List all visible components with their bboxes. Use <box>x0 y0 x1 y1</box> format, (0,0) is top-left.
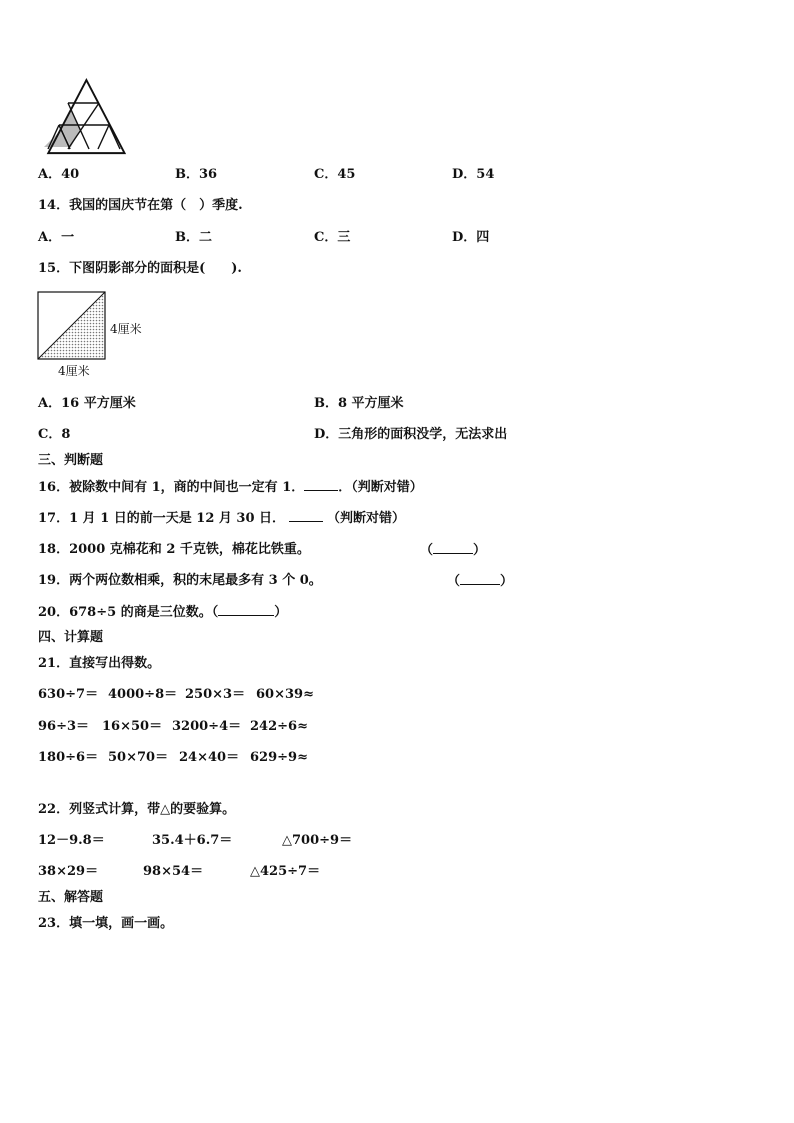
q23-question: 23．填一填，画一画。 <box>38 916 174 931</box>
q16-question <box>38 478 423 497</box>
q14-option-b: B．二 <box>175 230 212 245</box>
q22-item: 35.4＋6.7＝ <box>152 833 233 848</box>
q18-answer-paren[interactable]: （ ） <box>420 543 487 558</box>
q22-question: 22．列竖式计算，带△的要验算。 <box>38 802 236 817</box>
q22-item: 98×54＝ <box>143 864 204 879</box>
square-shaded-triangle-figure <box>38 292 108 362</box>
q21-item: 50×70＝ <box>108 750 169 765</box>
q21-item: 3200÷4＝ <box>172 719 242 734</box>
q14-option-c: C．三 <box>314 230 351 245</box>
q21-item: 242÷6≈ <box>250 719 308 734</box>
q15-option-c: C．8 <box>38 427 71 442</box>
q17-answer-blank[interactable] <box>289 509 323 522</box>
q18-question: 18．2000 克棉花和 2 千克铁，棉花比铁重。 <box>38 542 310 557</box>
q22-item: 12－9.8＝ <box>38 833 105 848</box>
q14-option-d: D．四 <box>452 230 490 245</box>
triangle-grid-figure <box>40 78 130 158</box>
q13-option-b: B．36 <box>175 167 218 182</box>
q21-item: 16×50＝ <box>102 719 163 734</box>
section-4-heading: 四、计算题 <box>38 630 104 645</box>
q16-text: 16．被除数中间有 1，商的中间也一定有 1． <box>38 480 305 495</box>
q21-item: 630÷7＝ <box>38 687 99 702</box>
q21-item: 250×3＝ <box>185 687 246 702</box>
q14-option-a: A．一 <box>38 230 75 245</box>
section-3-heading: 三、判断题 <box>38 453 104 468</box>
q20-question: 20．678÷5 的商是三位数。（ ） <box>38 605 288 620</box>
q19-answer-blank[interactable] <box>460 572 500 585</box>
q21-item: 180÷6＝ <box>38 750 99 765</box>
q16-answer-blank[interactable] <box>304 478 338 491</box>
q17-text: 17．1 月 1 日的前一天是 12 月 30 日． <box>38 511 286 526</box>
q21-item: 629÷9≈ <box>250 750 308 765</box>
q20-text: 20．678÷5 的商是三位数。（ <box>38 605 219 620</box>
q21-item: 24×40＝ <box>179 750 240 765</box>
q17-question <box>38 509 405 528</box>
q21-item: 96÷3＝ <box>38 719 90 734</box>
q16-suffix: ．（判断对错） <box>338 480 423 495</box>
q15-question: 15．下图阴影部分的面积是( ). <box>38 261 242 276</box>
q15-bottom-label: 4厘米 <box>58 364 90 378</box>
q21-item: 60×39≈ <box>256 687 314 702</box>
q18-answer-blank[interactable] <box>433 541 473 554</box>
q22-item: △425÷7＝ <box>250 864 321 879</box>
q21-item: 4000÷8＝ <box>108 687 178 702</box>
q13-option-d: D．54 <box>452 167 495 182</box>
q17-suffix: （判断对错） <box>327 511 406 526</box>
q15-option-b: B．8 平方厘米 <box>314 396 404 411</box>
q19-answer-paren[interactable]: （ ） <box>447 574 514 589</box>
q15-option-d: D．三角形的面积没学，无法求出 <box>314 427 508 442</box>
section-5-heading: 五、解答题 <box>38 890 104 905</box>
q15-side-label: 4厘米 <box>110 322 142 336</box>
q15-option-a: A．16 平方厘米 <box>38 396 136 411</box>
q22-item: 38×29＝ <box>38 864 99 879</box>
q13-option-c: C．45 <box>314 167 356 182</box>
q21-question: 21．直接写出得数。 <box>38 656 161 671</box>
q20-answer-blank[interactable] <box>218 603 274 616</box>
q13-option-a: A．40 <box>38 167 80 182</box>
q14-question: 14．我国的国庆节在第（ ）季度. <box>38 198 243 213</box>
q22-item: △700÷9＝ <box>282 833 353 848</box>
q19-question: 19．两个两位数相乘，积的末尾最多有 3 个 0。 <box>38 573 322 588</box>
